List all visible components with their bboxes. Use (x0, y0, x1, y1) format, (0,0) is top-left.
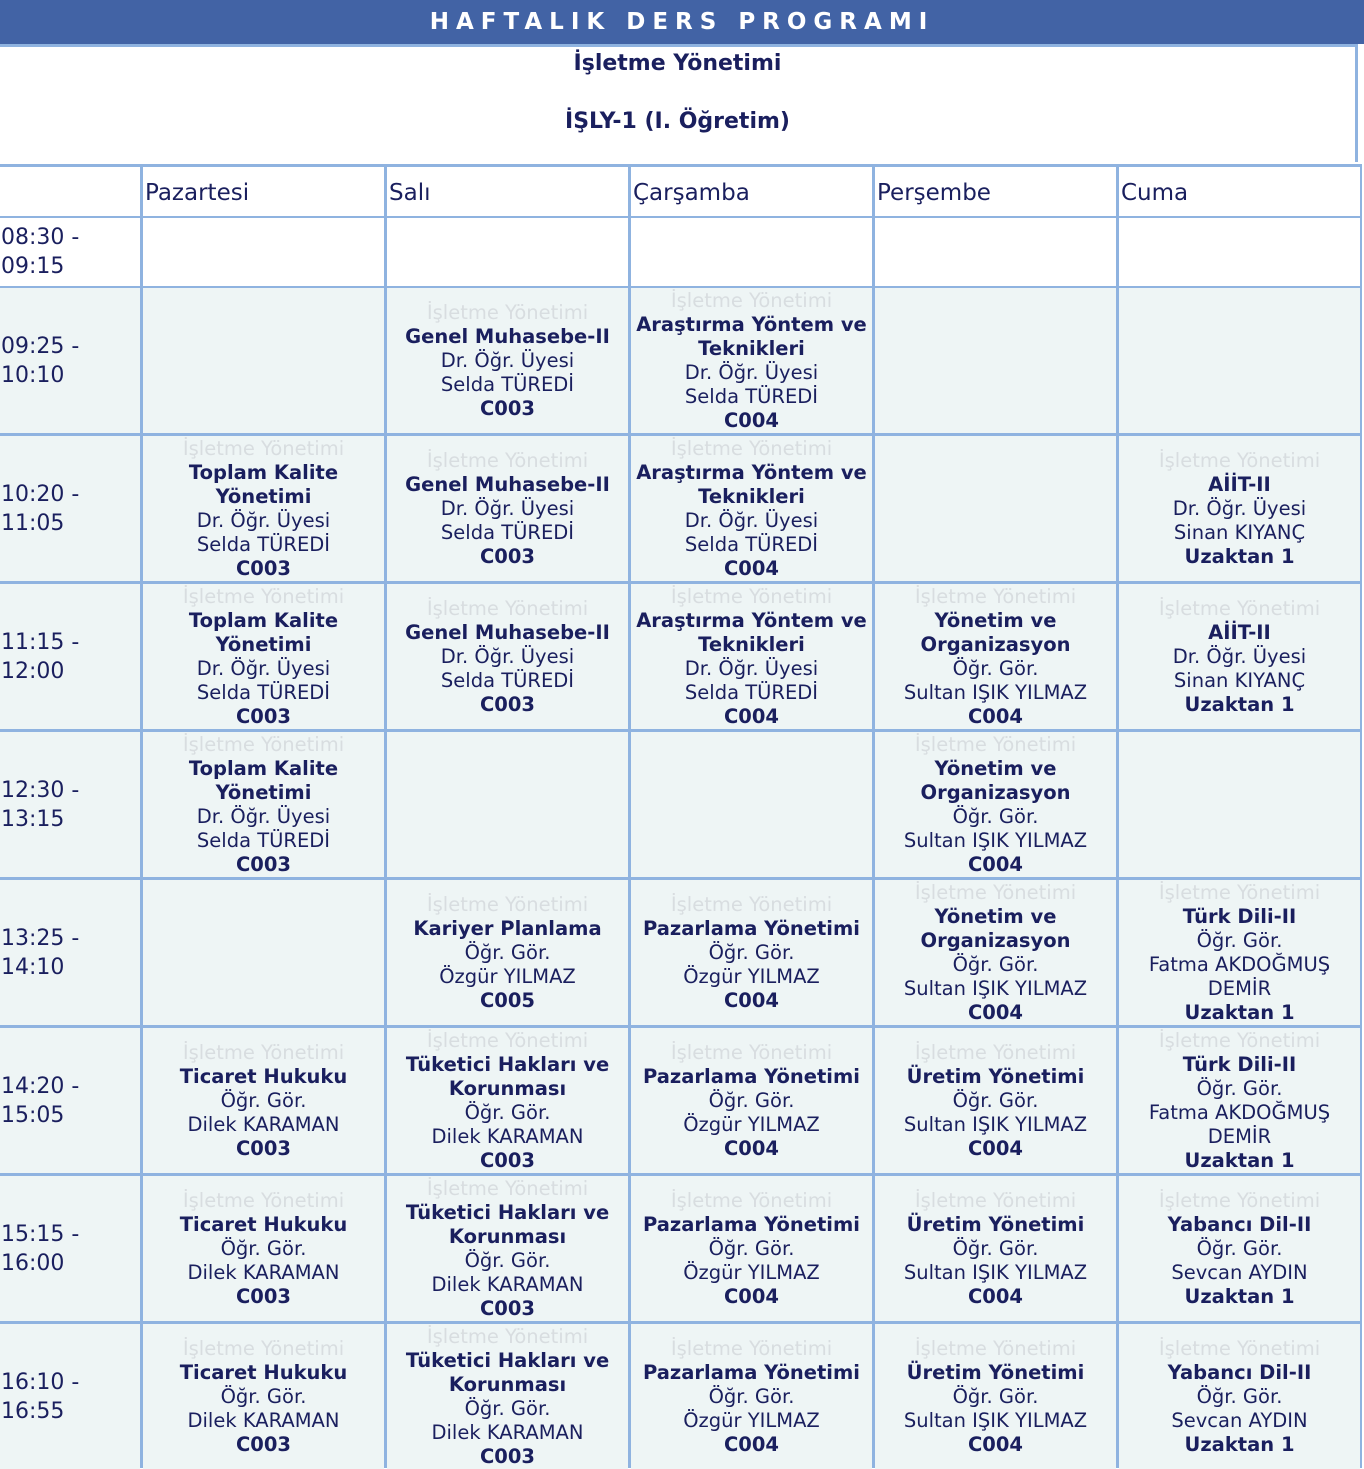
class-cell (1119, 1028, 1360, 1173)
instructor-name: Sultan IŞIK YILMAZ (903, 1112, 1088, 1136)
classroom: C003 (235, 1136, 291, 1160)
classroom: Uzaktan 1 (1184, 1000, 1295, 1024)
time-slot: 10:20 - 11:05 (0, 436, 140, 581)
day-header: Çarşamba (631, 167, 872, 216)
empty-cell (875, 218, 1116, 286)
class-cell (875, 732, 1116, 877)
course-name: Yabancı Dil-II (1167, 1360, 1312, 1384)
course-name: Toplam Kalite Yönetimi (188, 460, 339, 508)
day-header: Perşembe (875, 167, 1116, 216)
department-label: İşletme Yönetimi (1158, 1336, 1321, 1360)
course-name: AİİT-II (1208, 620, 1271, 644)
instructor-title: Öğr. Gör. (220, 1088, 307, 1112)
class-cell (143, 584, 384, 729)
empty-cell (1119, 288, 1360, 433)
instructor-name: Selda TÜREDİ (684, 532, 819, 556)
classroom: C004 (723, 988, 779, 1012)
instructor-title: Dr. Öğr. Üyesi (684, 508, 819, 532)
instructor-name: Sevcan AYDIN (1171, 1260, 1308, 1284)
department-label: İşletme Yönetimi (1158, 880, 1321, 904)
class-cell (143, 1324, 384, 1469)
class-cell (387, 1176, 628, 1321)
department-name: İşletme Yönetimi (573, 51, 782, 76)
department-label: İşletme Yönetimi (670, 1188, 833, 1212)
instructor-name: Selda TÜREDİ (440, 668, 575, 692)
instructor-title: Dr. Öğr. Üyesi (196, 656, 331, 680)
course-name: Pazarlama Yönetimi (642, 916, 860, 940)
department-label: İşletme Yönetimi (670, 892, 833, 916)
course-name: Araştırma Yöntem ve Teknikleri (636, 312, 867, 360)
instructor-name: Özgür YILMAZ (439, 964, 576, 988)
class-cell (631, 1028, 872, 1173)
course-name: Yönetim ve Organizasyon (920, 904, 1071, 952)
instructor-title: Dr. Öğr. Üyesi (1172, 496, 1307, 520)
empty-cell (875, 436, 1116, 581)
course-name: Yabancı Dil-II (1167, 1212, 1312, 1236)
instructor-title: Dr. Öğr. Üyesi (440, 348, 575, 372)
department-label: İşletme Yönetimi (670, 1040, 833, 1064)
classroom: C004 (723, 1284, 779, 1308)
instructor-title: Öğr. Gör. (464, 1248, 551, 1272)
class-cell (631, 584, 872, 729)
instructor-name: Dilek KARAMAN (431, 1124, 584, 1148)
instructor-name: Sevcan AYDIN (1171, 1408, 1308, 1432)
department-label: İşletme Yönetimi (182, 584, 345, 608)
course-name: Tüketici Hakları ve Korunması (405, 1052, 610, 1100)
classroom: C003 (479, 1444, 535, 1468)
class-cell (143, 436, 384, 581)
instructor-name: Dilek KARAMAN (187, 1112, 340, 1136)
classroom: Uzaktan 1 (1184, 1284, 1295, 1308)
course-name: Üretim Yönetimi (906, 1212, 1085, 1236)
class-cell (387, 436, 628, 581)
department-label: İşletme Yönetimi (670, 1336, 833, 1360)
instructor-title: Öğr. Gör. (708, 1384, 795, 1408)
instructor-name: Sultan IŞIK YILMAZ (903, 976, 1088, 1000)
empty-cell (387, 732, 628, 877)
instructor-name: Selda TÜREDİ (196, 680, 331, 704)
course-name: Ticaret Hukuku (179, 1212, 348, 1236)
instructor-title: Öğr. Gör. (220, 1236, 307, 1260)
instructor-title: Dr. Öğr. Üyesi (440, 644, 575, 668)
class-cell (631, 436, 872, 581)
class-cell (387, 288, 628, 433)
instructor-title: Dr. Öğr. Üyesi (196, 508, 331, 532)
classroom: C004 (967, 1136, 1023, 1160)
empty-cell (387, 218, 628, 286)
empty-cell (1119, 218, 1360, 286)
time-slot: 08:30 - 09:15 (0, 218, 140, 286)
instructor-name: Özgür YILMAZ (683, 1112, 820, 1136)
course-name: Genel Muhasebe-II (405, 472, 610, 496)
classroom: C003 (479, 1148, 535, 1172)
department-label: İşletme Yönetimi (1158, 1188, 1321, 1212)
classroom: Uzaktan 1 (1184, 1432, 1295, 1456)
page-title: HAFTALIK DERS PROGRAMI (0, 0, 1364, 44)
class-cell (1119, 436, 1360, 581)
instructor-name: Selda TÜREDİ (440, 372, 575, 396)
instructor-title: Öğr. Gör. (708, 940, 795, 964)
course-name: Genel Muhasebe-II (405, 324, 610, 348)
instructor-title: Öğr. Gör. (708, 1088, 795, 1112)
course-name: Tüketici Hakları ve Korunması (405, 1200, 610, 1248)
instructor-name: Özgür YILMAZ (683, 1260, 820, 1284)
department-label: İşletme Yönetimi (670, 288, 833, 312)
classroom: C003 (235, 1432, 291, 1456)
classroom: C003 (235, 556, 291, 580)
classroom: C004 (723, 1136, 779, 1160)
instructor-title: Öğr. Gör. (952, 1236, 1039, 1260)
classroom: C004 (723, 556, 779, 580)
department-label: İşletme Yönetimi (914, 732, 1077, 756)
instructor-title: Dr. Öğr. Üyesi (196, 804, 331, 828)
department-label: İşletme Yönetimi (182, 1188, 345, 1212)
class-cell (875, 1176, 1116, 1321)
classroom: C004 (967, 704, 1023, 728)
classroom: C004 (967, 1000, 1023, 1024)
day-header: Salı (387, 167, 628, 216)
class-cell (875, 584, 1116, 729)
class-cell (875, 1324, 1116, 1469)
department-label: İşletme Yönetimi (914, 1336, 1077, 1360)
time-slot: 16:10 - 16:55 (0, 1324, 140, 1469)
instructor-title: Dr. Öğr. Üyesi (684, 360, 819, 384)
class-cell (143, 1176, 384, 1321)
classroom: C004 (967, 1432, 1023, 1456)
class-cell (387, 1028, 628, 1173)
course-name: Yönetim ve Organizasyon (920, 756, 1071, 804)
empty-cell (143, 218, 384, 286)
instructor-name: Selda TÜREDİ (196, 828, 331, 852)
instructor-title: Öğr. Gör. (952, 1088, 1039, 1112)
instructor-title: Öğr. Gör. (708, 1236, 795, 1260)
classroom: C005 (479, 988, 535, 1012)
department-label: İşletme Yönetimi (1158, 596, 1321, 620)
instructor-title: Öğr. Gör. (1196, 1076, 1283, 1100)
schedule-table (0, 164, 1362, 1468)
instructor-title: Öğr. Gör. (952, 804, 1039, 828)
course-name: Ticaret Hukuku (179, 1064, 348, 1088)
class-cell (387, 880, 628, 1025)
time-slot: 15:15 - 16:00 (0, 1176, 140, 1321)
classroom: C004 (967, 852, 1023, 876)
instructor-title: Öğr. Gör. (952, 656, 1039, 680)
instructor-name: Fatma AKDOĞMUŞ DEMİR (1148, 952, 1331, 1000)
instructor-name: Özgür YILMAZ (683, 1408, 820, 1432)
department-label: İşletme Yönetimi (426, 1176, 589, 1200)
department-label: İşletme Yönetimi (426, 1028, 589, 1052)
course-name: Türk Dili-II (1182, 904, 1297, 928)
instructor-name: Sinan KIYANÇ (1173, 520, 1306, 544)
department-label: İşletme Yönetimi (182, 436, 345, 460)
department-label: İşletme Yönetimi (670, 584, 833, 608)
class-cell (387, 1324, 628, 1469)
course-name: Türk Dili-II (1182, 1052, 1297, 1076)
instructor-name: Selda TÜREDİ (196, 532, 331, 556)
course-name: Üretim Yönetimi (906, 1064, 1085, 1088)
department-label: İşletme Yönetimi (426, 300, 589, 324)
class-cell (631, 288, 872, 433)
classroom: C003 (235, 1284, 291, 1308)
instructor-name: Selda TÜREDİ (684, 680, 819, 704)
class-cell (631, 1176, 872, 1321)
department-label: İşletme Yönetimi (426, 892, 589, 916)
classroom: C004 (723, 408, 779, 432)
department-label: İşletme Yönetimi (670, 436, 833, 460)
instructor-title: Dr. Öğr. Üyesi (1172, 644, 1307, 668)
course-name: Toplam Kalite Yönetimi (188, 756, 339, 804)
empty-cell (631, 218, 872, 286)
course-name: Genel Muhasebe-II (405, 620, 610, 644)
instructor-name: Selda TÜREDİ (440, 520, 575, 544)
instructor-name: Selda TÜREDİ (684, 384, 819, 408)
classroom: C003 (479, 396, 535, 420)
course-name: Pazarlama Yönetimi (642, 1212, 860, 1236)
department-label: İşletme Yönetimi (426, 448, 589, 472)
classroom: C003 (235, 852, 291, 876)
classroom: C003 (235, 704, 291, 728)
department-label: İşletme Yönetimi (182, 1336, 345, 1360)
class-cell (631, 1324, 872, 1469)
classroom: C004 (723, 704, 779, 728)
time-slot: 11:15 - 12:00 (0, 584, 140, 729)
course-name: Kariyer Planlama (413, 916, 602, 940)
class-cell (631, 880, 872, 1025)
department-label: İşletme Yönetimi (1158, 448, 1321, 472)
course-name: AİİT-II (1208, 472, 1271, 496)
department-label: İşletme Yönetimi (914, 880, 1077, 904)
class-cell (387, 584, 628, 729)
course-name: Toplam Kalite Yönetimi (188, 608, 339, 656)
instructor-title: Öğr. Gör. (952, 1384, 1039, 1408)
empty-cell (143, 880, 384, 1025)
course-name: Üretim Yönetimi (906, 1360, 1085, 1384)
instructor-title: Dr. Öğr. Üyesi (684, 656, 819, 680)
course-name: Ticaret Hukuku (179, 1360, 348, 1384)
instructor-name: Fatma AKDOĞMUŞ DEMİR (1148, 1100, 1331, 1148)
instructor-name: Sultan IŞIK YILMAZ (903, 1408, 1088, 1432)
department-label: İşletme Yönetimi (426, 596, 589, 620)
time-slot: 14:20 - 15:05 (0, 1028, 140, 1173)
class-cell (143, 1028, 384, 1173)
course-name: Tüketici Hakları ve Korunması (405, 1348, 610, 1396)
header-corner (0, 167, 140, 216)
instructor-name: Sultan IŞIK YILMAZ (903, 680, 1088, 704)
instructor-title: Öğr. Gör. (464, 1396, 551, 1420)
classroom: C003 (479, 544, 535, 568)
course-name: Pazarlama Yönetimi (642, 1360, 860, 1384)
instructor-name: Dilek KARAMAN (431, 1272, 584, 1296)
department-label: İşletme Yönetimi (914, 1040, 1077, 1064)
empty-cell (143, 288, 384, 433)
department-label: İşletme Yönetimi (182, 1040, 345, 1064)
program-name: İŞLY-1 (I. Öğretim) (565, 109, 790, 134)
class-cell (1119, 584, 1360, 729)
department-label: İşletme Yönetimi (1158, 1028, 1321, 1052)
classroom: Uzaktan 1 (1184, 544, 1295, 568)
class-cell (1119, 1324, 1360, 1469)
class-cell (1119, 1176, 1360, 1321)
course-name: Araştırma Yöntem ve Teknikleri (636, 460, 867, 508)
class-cell (875, 1028, 1116, 1173)
instructor-name: Sultan IŞIK YILMAZ (903, 828, 1088, 852)
instructor-name: Dilek KARAMAN (187, 1260, 340, 1284)
instructor-title: Öğr. Gör. (1196, 928, 1283, 952)
instructor-title: Öğr. Gör. (1196, 1384, 1283, 1408)
instructor-name: Dilek KARAMAN (187, 1408, 340, 1432)
course-name: Yönetim ve Organizasyon (920, 608, 1071, 656)
day-header: Pazartesi (143, 167, 384, 216)
instructor-name: Sultan IŞIK YILMAZ (903, 1260, 1088, 1284)
instructor-title: Öğr. Gör. (1196, 1236, 1283, 1260)
instructor-name: Özgür YILMAZ (683, 964, 820, 988)
classroom: Uzaktan 1 (1184, 692, 1295, 716)
empty-cell (631, 732, 872, 877)
time-slot: 13:25 - 14:10 (0, 880, 140, 1025)
day-header: Cuma (1119, 167, 1360, 216)
classroom: Uzaktan 1 (1184, 1148, 1295, 1172)
course-name: Araştırma Yöntem ve Teknikleri (636, 608, 867, 656)
class-cell (875, 880, 1116, 1025)
instructor-title: Öğr. Gör. (464, 1100, 551, 1124)
department-label: İşletme Yönetimi (426, 1324, 589, 1348)
time-slot: 09:25 - 10:10 (0, 288, 140, 433)
department-label: İşletme Yönetimi (914, 1188, 1077, 1212)
empty-cell (875, 288, 1116, 433)
time-slot: 12:30 - 13:15 (0, 732, 140, 877)
program-header (0, 44, 1358, 162)
instructor-title: Öğr. Gör. (220, 1384, 307, 1408)
instructor-title: Dr. Öğr. Üyesi (440, 496, 575, 520)
department-label: İşletme Yönetimi (914, 584, 1077, 608)
class-cell (1119, 880, 1360, 1025)
instructor-title: Öğr. Gör. (952, 952, 1039, 976)
course-name: Pazarlama Yönetimi (642, 1064, 860, 1088)
classroom: C003 (479, 692, 535, 716)
instructor-name: Sinan KIYANÇ (1173, 668, 1306, 692)
classroom: C004 (723, 1432, 779, 1456)
class-cell (143, 732, 384, 877)
department-label: İşletme Yönetimi (182, 732, 345, 756)
instructor-title: Öğr. Gör. (464, 940, 551, 964)
classroom: C003 (479, 1296, 535, 1320)
classroom: C004 (967, 1284, 1023, 1308)
empty-cell (1119, 732, 1360, 877)
instructor-name: Dilek KARAMAN (431, 1420, 584, 1444)
